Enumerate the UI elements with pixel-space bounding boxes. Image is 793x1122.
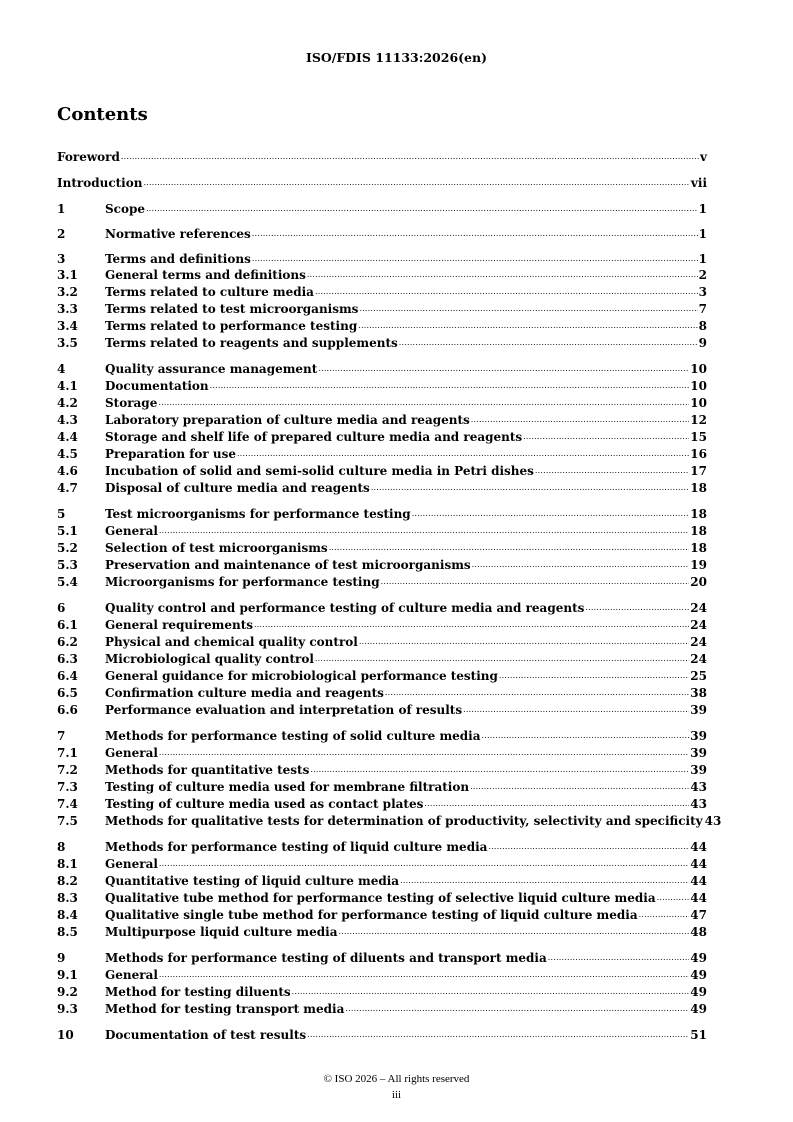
toc-page-number: 51 xyxy=(690,1028,707,1042)
toc-entry[interactable] xyxy=(57,616,707,632)
toc-section-number: 6.6 xyxy=(57,703,78,717)
toc-entry[interactable] xyxy=(57,428,707,444)
toc-section-title[interactable]: General xyxy=(105,746,158,760)
toc-dot-leader xyxy=(472,559,690,571)
toc-page-number: 43 xyxy=(690,797,707,811)
toc-section-number: 1 xyxy=(57,202,66,216)
toc-section-title[interactable]: Preservation and maintenance of test microorganisms xyxy=(105,558,471,572)
toc-entry[interactable] xyxy=(57,650,707,666)
toc-entry[interactable] xyxy=(57,761,707,777)
toc-page-number: 18 xyxy=(690,507,707,521)
toc-section-number: 3.1 xyxy=(57,268,78,282)
toc-section-title[interactable]: General guidance for microbiological performance testing xyxy=(105,669,498,683)
toc-section-title[interactable]: General terms and definitions xyxy=(105,268,306,282)
toc-dot-leader xyxy=(254,619,689,631)
toc-page-number: 18 xyxy=(690,541,707,555)
toc-entry[interactable] xyxy=(57,266,707,282)
toc-section-number: 10 xyxy=(57,1028,74,1042)
toc-section-number: 4.7 xyxy=(57,481,78,495)
toc-section-title[interactable]: Methods for performance testing of diluents and transport media xyxy=(105,951,547,965)
toc-dot-leader xyxy=(345,1003,689,1015)
toc-section-number: 9.1 xyxy=(57,968,78,982)
toc-page-number: 49 xyxy=(690,985,707,999)
toc-dot-leader xyxy=(371,482,689,494)
toc-section-number: 9.3 xyxy=(57,1002,78,1016)
toc-page-number: vii xyxy=(690,176,707,190)
toc-page-number: 44 xyxy=(690,874,707,888)
toc-section-title[interactable]: Qualitative single tube method for performance testing of liquid culture media xyxy=(105,908,638,922)
toc-entry[interactable] xyxy=(57,300,707,316)
toc-section-title[interactable]: Introduction xyxy=(57,176,143,190)
toc-section-title[interactable]: Terms related to culture media xyxy=(105,285,314,299)
toc-section-number: 9.2 xyxy=(57,985,78,999)
toc-section-number: 7.4 xyxy=(57,797,78,811)
toc-section-title[interactable]: Laboratory preparation of culture media and reagents xyxy=(105,413,470,427)
toc-dot-leader xyxy=(143,177,689,189)
toc-section-title[interactable]: Terms related to performance testing xyxy=(105,319,358,333)
toc-section-title[interactable]: Quality control and performance testing of culture media and reagents xyxy=(105,601,585,615)
toc-section-number: 9 xyxy=(57,951,66,965)
toc-page-number: 17 xyxy=(690,464,707,478)
toc-section-title[interactable]: Preparation for use xyxy=(105,447,237,461)
toc-page-number: 16 xyxy=(690,447,707,461)
toc-section-number: 5.4 xyxy=(57,575,78,589)
toc-dot-leader xyxy=(535,465,689,477)
toc-entry[interactable] xyxy=(57,778,707,794)
toc-section-number: 3.5 xyxy=(57,336,78,350)
toc-page-number: 43 xyxy=(704,814,722,828)
toc-entry[interactable] xyxy=(57,317,707,333)
toc-section-number: 5.1 xyxy=(57,524,78,538)
toc-page-number: 12 xyxy=(690,413,707,427)
copyright-notice: © ISO 2026 – All rights reserved xyxy=(323,1073,470,1085)
toc-dot-leader xyxy=(159,747,689,759)
toc-section-number: 5.2 xyxy=(57,541,78,555)
toc-dot-leader xyxy=(310,764,689,776)
toc-entry[interactable] xyxy=(57,174,707,190)
toc-page-number: 18 xyxy=(690,524,707,538)
toc-page-number: 43 xyxy=(690,780,707,794)
toc-dot-leader xyxy=(381,576,690,588)
toc-page-number: 3 xyxy=(698,285,707,299)
toc-section-title[interactable]: Microorganisms for performance testing xyxy=(105,575,380,589)
toc-entry[interactable] xyxy=(57,573,707,589)
toc-entry[interactable] xyxy=(57,462,707,478)
toc-dot-leader xyxy=(358,320,697,332)
toc-entry[interactable] xyxy=(57,360,707,376)
toc-section-title[interactable]: Quantitative testing of liquid culture media xyxy=(105,874,400,888)
toc-entry[interactable] xyxy=(57,966,707,982)
toc-page-number: 39 xyxy=(690,703,707,717)
toc-section-number: 7.5 xyxy=(57,814,78,828)
toc-entry[interactable] xyxy=(57,906,707,922)
toc-page-number: 15 xyxy=(690,430,707,444)
toc-dot-leader xyxy=(523,431,689,443)
toc-dot-leader xyxy=(470,781,689,793)
toc-dot-leader xyxy=(585,602,689,614)
toc-section-title[interactable]: Terms related to reagents and supplements xyxy=(105,336,398,350)
toc-entry[interactable] xyxy=(57,411,707,427)
toc-section-title[interactable]: Performance evaluation and interpretation of results xyxy=(105,703,463,717)
toc-section-title[interactable]: Physical and chemical quality control xyxy=(105,635,358,649)
toc-entry[interactable] xyxy=(57,445,707,461)
toc-dot-leader xyxy=(159,969,689,981)
toc-page-number: 44 xyxy=(690,891,707,905)
toc-entry[interactable] xyxy=(57,889,707,905)
toc-entry[interactable] xyxy=(57,744,707,760)
toc-dot-leader xyxy=(424,798,689,810)
toc-entry[interactable] xyxy=(57,701,707,717)
toc-dot-leader xyxy=(399,337,698,349)
toc-dot-leader xyxy=(400,875,689,887)
toc-dot-leader xyxy=(315,653,689,665)
toc-page-number: 18 xyxy=(690,481,707,495)
toc-entry[interactable] xyxy=(57,394,707,410)
document-header: ISO/FDIS 11133:2026(en) xyxy=(305,50,488,65)
toc-entry[interactable] xyxy=(57,522,707,538)
toc-section-number: 4.2 xyxy=(57,396,78,410)
toc-entry[interactable] xyxy=(57,872,707,888)
toc-section-title[interactable]: Documentation of test results xyxy=(105,1028,307,1042)
toc-section-title[interactable]: Storage xyxy=(105,396,158,410)
toc-section-title[interactable]: Quality assurance management xyxy=(105,362,318,376)
toc-section-title[interactable]: Methods for performance testing of liquid culture media xyxy=(105,840,488,854)
toc-section-number: 5 xyxy=(57,507,66,521)
toc-section-number: 5.3 xyxy=(57,558,78,572)
toc-section-title[interactable]: Test microorganisms for performance testing xyxy=(105,507,411,521)
toc-section-number: 8.3 xyxy=(57,891,78,905)
toc-page-number: 24 xyxy=(690,652,707,666)
toc-section-title[interactable]: Selection of test microorganisms xyxy=(105,541,328,555)
toc-section-number: 8.4 xyxy=(57,908,78,922)
toc-page-number: 49 xyxy=(690,951,707,965)
toc-section-title[interactable]: Terms and definitions xyxy=(105,252,251,266)
toc-entry[interactable] xyxy=(57,923,707,939)
toc-page-number: 9 xyxy=(698,336,707,350)
toc-section-number: 8 xyxy=(57,840,66,854)
toc-entry[interactable] xyxy=(57,795,707,811)
toc-dot-leader xyxy=(121,151,699,163)
toc-section-title[interactable]: Method for testing transport media xyxy=(105,1002,345,1016)
toc-entry[interactable] xyxy=(57,727,707,743)
toc-section-number: 6.3 xyxy=(57,652,78,666)
toc-section-title[interactable]: Testing of culture media used as contact plates xyxy=(105,797,424,811)
toc-dot-leader xyxy=(385,687,689,699)
toc-entry[interactable] xyxy=(57,334,707,350)
toc-entry[interactable] xyxy=(57,539,707,555)
toc-page-number: 7 xyxy=(698,302,707,316)
toc-page-number: 1 xyxy=(698,202,707,216)
toc-section-title[interactable]: Documentation xyxy=(105,379,209,393)
toc-page-number: 38 xyxy=(690,686,707,700)
toc-page-number: 25 xyxy=(690,669,707,683)
toc-section-title[interactable]: Testing of culture media used for membrane filtration xyxy=(105,780,470,794)
toc-entry[interactable] xyxy=(57,667,707,683)
toc-section-number: 3.2 xyxy=(57,285,78,299)
toc-dot-leader xyxy=(338,926,689,938)
toc-dot-leader xyxy=(159,525,689,537)
toc-dot-leader xyxy=(463,704,689,716)
toc-entry[interactable] xyxy=(57,1000,707,1016)
toc-entry[interactable] xyxy=(57,377,707,393)
toc-entry[interactable] xyxy=(57,684,707,700)
toc-section-title[interactable]: Confirmation culture media and reagents xyxy=(105,686,384,700)
toc-section-title[interactable]: Methods for quantitative tests xyxy=(105,763,310,777)
toc-section-number: 4.6 xyxy=(57,464,78,478)
toc-entry[interactable] xyxy=(57,479,707,495)
toc-page-number: 2 xyxy=(698,268,707,282)
toc-section-number: 8.2 xyxy=(57,874,78,888)
toc-section-number: 4.4 xyxy=(57,430,78,444)
toc-dot-leader xyxy=(359,303,697,315)
toc-page-number: 24 xyxy=(690,601,707,615)
toc-section-title[interactable]: Multipurpose liquid culture media xyxy=(105,925,338,939)
toc-section-title[interactable]: General requirements xyxy=(105,618,254,632)
toc-section-title[interactable]: Microbiological quality control xyxy=(105,652,314,666)
toc-page-number: 49 xyxy=(690,968,707,982)
toc-entry[interactable] xyxy=(57,225,707,241)
toc-section-number: 6.4 xyxy=(57,669,78,683)
toc-entry[interactable] xyxy=(57,633,707,649)
toc-page-number: 39 xyxy=(690,746,707,760)
toc-section-number: 2 xyxy=(57,227,66,241)
toc-page-number: 19 xyxy=(690,558,707,572)
toc-section-title[interactable]: Method for testing diluents xyxy=(105,985,291,999)
toc-section-title[interactable]: General xyxy=(105,524,158,538)
toc-page-number: 24 xyxy=(690,635,707,649)
toc-section-number: 6.2 xyxy=(57,635,78,649)
toc-entry[interactable] xyxy=(57,250,707,266)
toc-dot-leader xyxy=(315,286,698,298)
toc-section-number: 7.1 xyxy=(57,746,78,760)
toc-page-number: 44 xyxy=(690,840,707,854)
page-number: iii xyxy=(391,1089,402,1101)
toc-entry[interactable] xyxy=(57,599,707,615)
toc-dot-leader xyxy=(548,952,690,964)
toc-dot-leader xyxy=(318,363,689,375)
toc-dot-leader xyxy=(499,670,689,682)
toc-section-title[interactable]: Qualitative tube method for performance testing of selective liquid culture media xyxy=(105,891,656,905)
toc-section-number: 8.1 xyxy=(57,857,78,871)
toc-section-number: 4.3 xyxy=(57,413,78,427)
toc-page-number: 47 xyxy=(690,908,707,922)
toc-dot-leader xyxy=(482,730,690,742)
toc-page-number: 10 xyxy=(690,379,707,393)
toc-section-number: 7.3 xyxy=(57,780,78,794)
toc-page-number: 8 xyxy=(698,319,707,333)
toc-entry[interactable] xyxy=(57,148,707,164)
toc-section-number: 3.3 xyxy=(57,302,78,316)
toc-dot-leader xyxy=(488,841,689,853)
toc-section-title[interactable]: General xyxy=(105,968,158,982)
toc-dot-leader xyxy=(639,909,690,921)
toc-page-number: 20 xyxy=(690,575,707,589)
toc-dot-leader xyxy=(307,269,698,281)
toc-dot-leader xyxy=(237,448,689,460)
toc-section-title[interactable]: Incubation of solid and semi-solid culture media in Petri dishes xyxy=(105,464,534,478)
toc-section-number: 7 xyxy=(57,729,66,743)
toc-entry[interactable] xyxy=(57,505,707,521)
page-title: Contents xyxy=(57,104,148,125)
toc-entry[interactable] xyxy=(57,283,707,299)
toc-section-number: 8.5 xyxy=(57,925,78,939)
toc-entry[interactable] xyxy=(57,983,707,999)
toc-dot-leader xyxy=(359,636,689,648)
toc-section-number: 4.5 xyxy=(57,447,78,461)
toc-section-title[interactable]: Methods for qualitative tests for determination of productivity, selectivity and specificity xyxy=(105,814,703,828)
toc-page-number: 44 xyxy=(690,857,707,871)
toc-page-number: 39 xyxy=(690,763,707,777)
toc-section-title[interactable]: Foreword xyxy=(57,150,120,164)
toc-section-title[interactable]: Terms related to test microorganisms xyxy=(105,302,359,316)
toc-section-number: 3 xyxy=(57,252,66,266)
toc-dot-leader xyxy=(146,203,698,215)
toc-section-number: 6.1 xyxy=(57,618,78,632)
toc-dot-leader xyxy=(210,380,690,392)
toc-entry[interactable] xyxy=(57,556,707,572)
toc-page-number: 1 xyxy=(698,227,707,241)
toc-page-number: 49 xyxy=(690,1002,707,1016)
toc-dot-leader xyxy=(412,508,690,520)
toc-dot-leader xyxy=(307,1029,689,1041)
toc-dot-leader xyxy=(159,858,689,870)
toc-entry[interactable] xyxy=(57,838,707,854)
toc-section-number: 3.4 xyxy=(57,319,78,333)
toc-section-number: 4.1 xyxy=(57,379,78,393)
toc-page-number: 39 xyxy=(690,729,707,743)
toc-entry[interactable] xyxy=(57,1026,707,1042)
toc-section-number: 4 xyxy=(57,362,66,376)
toc-dot-leader xyxy=(329,542,690,554)
toc-entry[interactable] xyxy=(57,949,707,965)
toc-page-number: 1 xyxy=(698,252,707,266)
toc-page-number: 10 xyxy=(690,362,707,376)
toc-section-title[interactable]: Storage and shelf life of prepared culture media and reagents xyxy=(105,430,523,444)
toc-section-number: 6.5 xyxy=(57,686,78,700)
toc-dot-leader xyxy=(471,414,690,426)
toc-page-number: 10 xyxy=(690,396,707,410)
toc-entry[interactable] xyxy=(57,855,707,871)
toc-section-title[interactable]: Normative references xyxy=(105,227,251,241)
toc-section-number: 7.2 xyxy=(57,763,78,777)
toc-page-number: 24 xyxy=(690,618,707,632)
toc-dot-leader xyxy=(292,986,690,998)
toc-entry[interactable] xyxy=(57,200,707,216)
toc-section-title[interactable]: Disposal of culture media and reagents xyxy=(105,481,370,495)
toc-page-number: 48 xyxy=(690,925,707,939)
toc-dot-leader xyxy=(252,253,698,265)
toc-dot-leader xyxy=(158,397,689,409)
toc-entry[interactable] xyxy=(57,812,722,828)
toc-section-title[interactable]: General xyxy=(105,857,158,871)
toc-section-number: 6 xyxy=(57,601,66,615)
toc-section-title[interactable]: Methods for performance testing of solid culture media xyxy=(105,729,481,743)
toc-page-number: v xyxy=(700,150,707,164)
toc-dot-leader xyxy=(657,892,690,904)
toc-section-title[interactable]: Scope xyxy=(105,202,146,216)
toc-dot-leader xyxy=(252,228,698,240)
